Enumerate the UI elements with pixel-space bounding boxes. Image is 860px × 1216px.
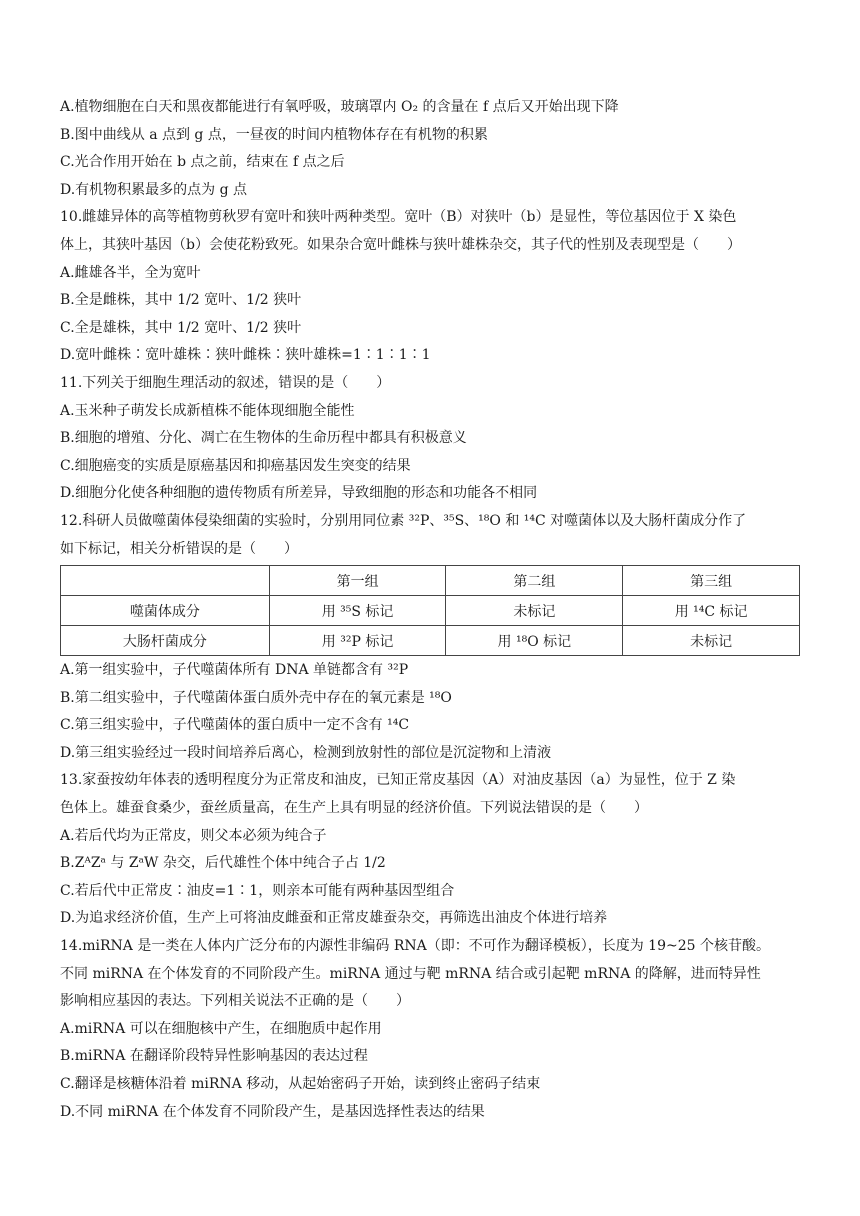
q10-stem-line-1: 10.雌雄异体的高等植物剪秋罗有宽叶和狭叶两种类型。宽叶（B）对狭叶（b）是显性，等位基因位于 X 染色 [60, 209, 737, 226]
q13-option-b: B.ZᴬZᵃ 与 ZᵃW 杂交，后代雄性个体中纯合子占 1/2 [60, 855, 386, 872]
q10-option-a: A.雌雄各半，全为宽叶 [60, 264, 201, 281]
q12-option-b: B.第二组实验中，子代噬菌体蛋白质外壳中存在的氧元素是 ¹⁸O [60, 689, 452, 706]
q14-option-d: D.不同 miRNA 在个体发育不同阶段产生，是基因选择性表达的结果 [60, 1103, 485, 1120]
q14-stem-line-3: 影响相应基因的表达。下列相关说法不正确的是（ ） [60, 993, 410, 1010]
table-header-cell: 第三组 [623, 566, 800, 596]
q14-option-a: A.miRNA 可以在细胞核中产生，在细胞质中起作用 [60, 1020, 382, 1037]
q14-option-b: B.miRNA 在翻译阶段特异性影响基因的表达过程 [60, 1048, 368, 1065]
table-cell: 用 ³⁵S 标记 [269, 596, 446, 626]
q9-option-b: B.图中曲线从 a 点到 g 点，一昼夜的时间内植物体存在有机物的积累 [60, 126, 488, 143]
table-header-row [61, 566, 800, 596]
q11-option-a: A.玉米种子萌发长成新植株不能体现细胞全能性 [60, 402, 355, 419]
q13-stem-line-2: 色体上。雄蚕食桑少，蚕丝质量高，在生产上具有明显的经济价值。下列说法错误的是（ ） [60, 800, 648, 817]
q9-option-d: D.有机物积累最多的点为 g 点 [60, 181, 248, 198]
table-cell: 未标记 [623, 626, 800, 656]
table-cell: 用 ¹⁸O 标记 [446, 626, 623, 656]
table-header-cell: 第一组 [269, 566, 446, 596]
q14-stem-line-2: 不同 miRNA 在个体发育的不同阶段产生。miRNA 通过与靶 mRNA 结合或引起靶 mRNA 的降解，进而特异性 [60, 965, 761, 982]
q13-option-d: D.为追求经济价值，生产上可将油皮雌蚕和正常皮雄蚕杂交，再筛选出油皮个体进行培养 [60, 910, 608, 927]
q11-option-b: B.细胞的增殖、分化、凋亡在生物体的生命历程中都具有积极意义 [60, 430, 467, 447]
q9-option-a: A.植物细胞在白天和黑夜都能进行有氧呼吸，玻璃罩内 O₂ 的含量在 f 点后又开始出现下降 [60, 99, 619, 115]
table-header-cell [61, 566, 270, 596]
q12-stem-line-2: 如下标记，相关分析错误的是（ ） [60, 540, 298, 557]
q11-stem: 11.下列关于细胞生理活动的叙述，错误的是（ ） [60, 374, 391, 391]
table-cell: 噬菌体成分 [61, 596, 270, 626]
q10-option-c: C.全是雄株，其中 1/2 宽叶、1/2 狭叶 [60, 319, 302, 336]
q11-option-d: D.细胞分化使各种细胞的遗传物质有所差异，导致细胞的形态和功能各不相同 [60, 485, 538, 502]
table-cell: 用 ³²P 标记 [269, 626, 446, 656]
q12-option-c: C.第三组实验中，子代噬菌体的蛋白质中一定不含有 ¹⁴C [60, 717, 410, 734]
q14-option-c: C.翻译是核糖体沿着 miRNA 移动，从起始密码子开始，读到终止密码子结束 [60, 1076, 541, 1092]
table-cell: 大肠杆菌成分 [61, 626, 270, 656]
exam-page [60, 94, 800, 1126]
q13-option-a: A.若后代均为正常皮，则父本必须为纯合子 [60, 827, 327, 844]
table-cell: 未标记 [446, 596, 623, 626]
q10-stem-line-2: 体上，其狭叶基因（b）会使花粉致死。如果杂合宽叶雌株与狭叶雄株杂交，其子代的性别及表现型是（ ） [60, 236, 741, 253]
q10-option-b: B.全是雌株，其中 1/2 宽叶、1/2 狭叶 [60, 292, 302, 309]
q12-option-a: A.第一组实验中，子代噬菌体所有 DNA 单链都含有 ³²P [60, 662, 409, 679]
q9-option-c: C.光合作用开始在 b 点之前，结束在 f 点之后 [60, 154, 345, 171]
q13-stem-line-1: 13.家蚕按幼年体表的透明程度分为正常皮和油皮，已知正常皮基因（A）对油皮基因（a）为显性，位于 Z 染 [60, 772, 736, 789]
q12-option-d: D.第三组实验经过一段时间培养后离心，检测到放射性的部位是沉淀物和上清液 [60, 744, 552, 761]
q11-option-c: C.细胞癌变的实质是原癌基因和抑癌基因发生突变的结果 [60, 457, 411, 474]
q14-stem-line-1: 14.miRNA 是一类在人体内广泛分布的内源性非编码 RNA（即：不可作为翻译模板），长度为 19~25 个核苷酸。 [60, 938, 770, 955]
table-header-cell: 第二组 [446, 566, 623, 596]
q10-option-d: D.宽叶雌株∶宽叶雄株∶狭叶雌株∶狭叶雄株=1∶1∶1∶1 [60, 347, 431, 364]
table-row [61, 626, 800, 656]
q13-option-c: C.若后代中正常皮∶油皮=1∶1，则亲本可能有两种基因型组合 [60, 882, 455, 899]
labeling-table [60, 565, 800, 656]
q12-stem-line-1: 12.科研人员做噬菌体侵染细菌的实验时，分别用同位素 ³²P、³⁵S、¹⁸O 和 ¹⁴C 对噬菌体以及大肠杆菌成分作了 [60, 512, 747, 529]
table-row [61, 596, 800, 626]
table-cell: 用 ¹⁴C 标记 [623, 596, 800, 626]
